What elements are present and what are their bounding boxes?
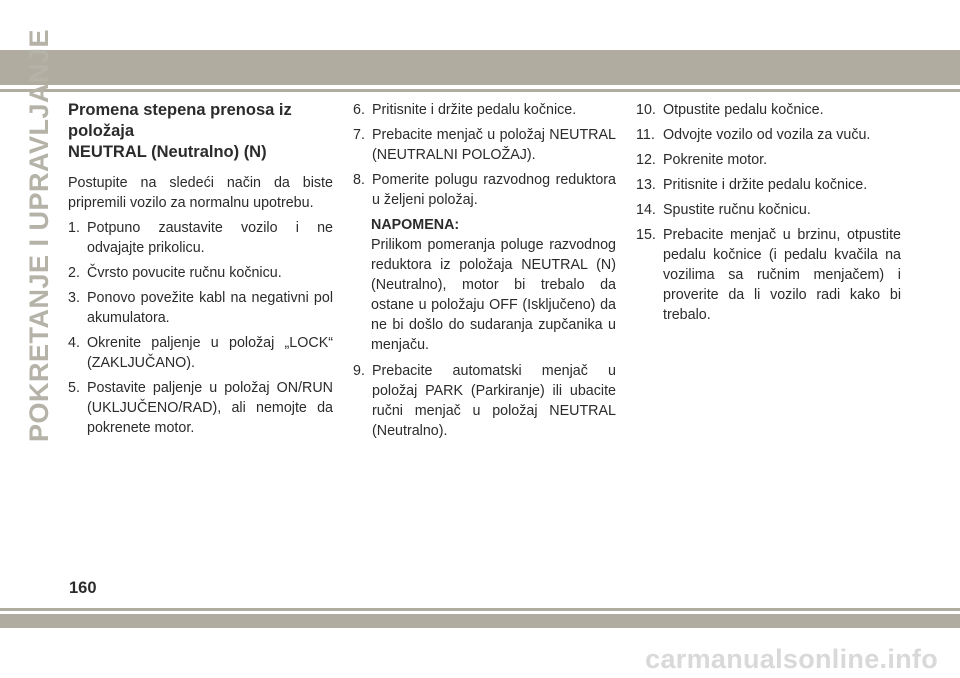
list-item — [353, 125, 616, 165]
list-item — [68, 378, 333, 438]
step-text: Prebacite menjač u položaj NEUTRAL (NEUTRALNI POLOŽAJ). — [372, 127, 616, 163]
list-item — [636, 150, 901, 170]
section-title-line2: NEUTRAL (Neutralno) (N) — [68, 143, 267, 161]
step-number: 15. — [636, 227, 656, 243]
column-3 — [636, 100, 901, 330]
list-item — [353, 361, 616, 441]
column-2 — [353, 100, 616, 446]
step-number: 2. — [68, 265, 80, 281]
list-item — [68, 263, 333, 283]
step-text: Potpuno zaustavite vozilo i ne odvajajte prikolicu. — [87, 220, 333, 256]
step-number: 7. — [353, 127, 365, 143]
list-item — [636, 175, 901, 195]
step-text: Ponovo povežite kabl na negativni pol akumulatora. — [87, 290, 333, 326]
step-text: Pritisnite i držite pedalu kočnice. — [372, 102, 577, 118]
step-text: Postavite paljenje u položaj ON/RUN (UKLJUČENO/RAD), ali nemojte da pokrenete motor. — [87, 380, 333, 436]
step-number: 9. — [353, 363, 365, 379]
step-text: Okrenite paljenje u položaj „LOCK“ (ZAKLJUČANO). — [87, 335, 333, 371]
step-number: 1. — [68, 220, 80, 236]
step-number: 3. — [68, 290, 80, 306]
step-text: Odvojte vozilo od vozila za vuču. — [663, 127, 871, 143]
list-item — [68, 288, 333, 328]
section-title — [68, 100, 333, 163]
page-number: 160 — [69, 579, 97, 597]
section-title-line1: Promena stepena prenosa iz položaja — [68, 101, 292, 140]
chapter-side-title: POKRETANJE I UPRAVLJANJE — [24, 28, 54, 442]
step-number: 10. — [636, 102, 656, 118]
intro-paragraph: Postupite na sledeći način da biste pripremili vozilo za normalnu upotrebu. — [68, 175, 333, 211]
step-number: 11. — [636, 127, 655, 143]
header-band — [0, 50, 960, 85]
header-rule — [0, 89, 960, 92]
step-number: 12. — [636, 152, 656, 168]
step-text: Pokrenite motor. — [663, 152, 768, 168]
step-text: Pomerite polugu razvodnog reduktora u željeni položaj. — [372, 172, 616, 208]
step-number: 4. — [68, 335, 80, 351]
step-text: Prebacite automatski menjač u položaj PARK (Parkiranje) ili ubacite ručni menjač u položaj NEUTRAL (Neutralno). — [372, 363, 616, 439]
note-block — [371, 215, 616, 355]
note-text: Prilikom pomeranja poluge razvodnog reduktora iz položaja NEUTRAL (N) (Neutralno), motor bi trebalo da ostane u položaju OFF (Isključeno) da ne bi došlo do sudaranja zupčanika u menjaču. — [371, 237, 616, 353]
list-item — [636, 200, 901, 220]
list-item — [353, 170, 616, 210]
footer-band — [0, 614, 960, 628]
list-item — [68, 333, 333, 373]
column-1 — [68, 100, 333, 443]
step-number: 6. — [353, 102, 365, 118]
step-number: 5. — [68, 380, 80, 396]
step-text: Otpustite pedalu kočnice. — [663, 102, 824, 118]
step-number: 13. — [636, 177, 656, 193]
step-number: 14. — [636, 202, 656, 218]
step-text: Pritisnite i držite pedalu kočnice. — [663, 177, 868, 193]
step-text: Prebacite menjač u brzinu, otpustite pedalu kočnice (i pedalu kvačila na vozilima sa ručnim menjačem) i proverite da li vozilo radi kako bi trebalo. — [663, 227, 901, 323]
watermark-text: carmanualsonline.info — [645, 644, 938, 674]
step-number: 8. — [353, 172, 365, 188]
list-item — [353, 100, 616, 120]
list-item — [68, 218, 333, 258]
list-item — [636, 125, 901, 145]
footer-rule — [0, 608, 960, 611]
note-heading: NAPOMENA: — [371, 217, 460, 233]
list-item — [636, 100, 901, 120]
step-text: Spustite ručnu kočnicu. — [663, 202, 811, 218]
list-item — [636, 225, 901, 325]
step-text: Čvrsto povucite ručnu kočnicu. — [87, 265, 282, 281]
